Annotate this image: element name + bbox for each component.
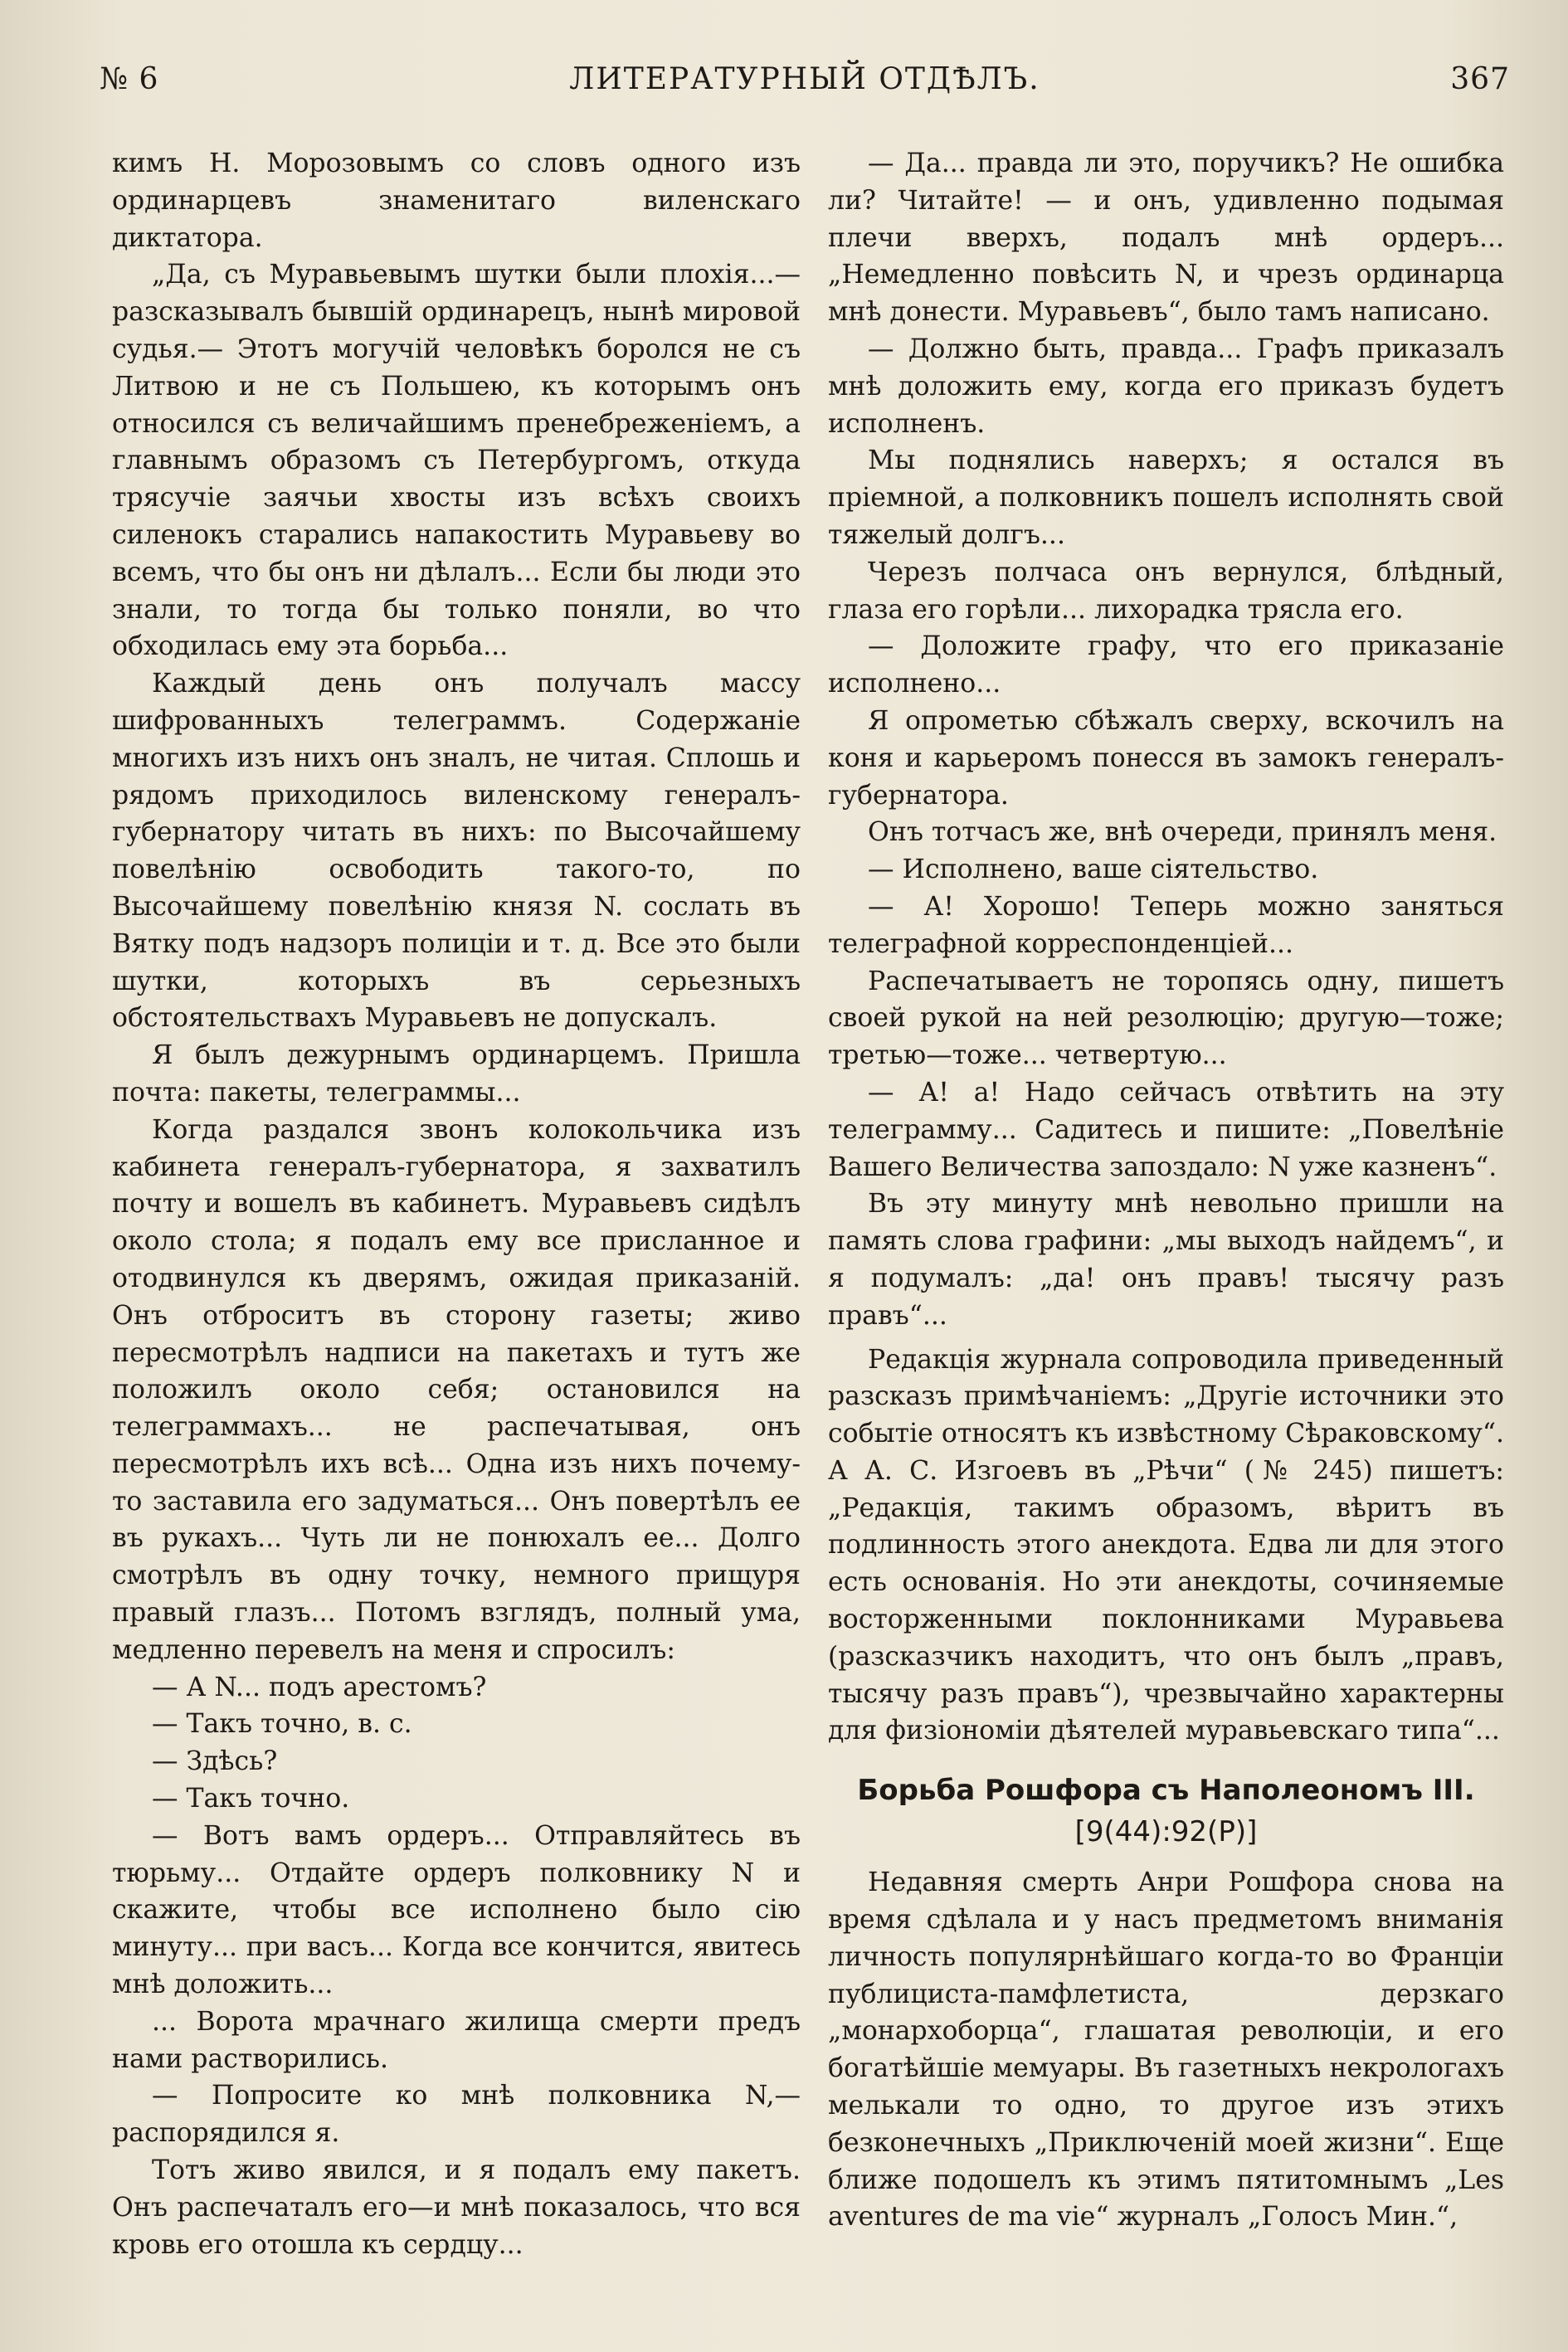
paragraph: — Попросите ко мнѣ полковника N,—распорядился я. — [112, 2081, 801, 2149]
section-title: ЛИТЕРАТУРНЫЙ ОТДѢЛЪ. — [569, 62, 1040, 96]
paragraph: Каждый день онъ получалъ массу шифрованныхъ телеграммъ. Содержаніе многихъ изъ нихъ онъ зналъ, не читая. Сплошь и рядомъ приходилось виленскому генералъ-губернатору читать въ нихъ: по Высочайшему повелѣнію освободить такого-то, по Высочайшему повелѣнію князя N. сослать въ Вятку подъ надзоръ полиціи и т. д. Все это были шутки, которыхъ въ серьезныхъ обстоятельствахъ Муравьевъ не допускалъ. — [112, 669, 801, 1034]
paragraph: Тотъ живо явился, и я подалъ ему пакетъ. Онъ распечаталъ его—и мнѣ показалось, что вся кровь его отошла къ сердцу... — [112, 2155, 801, 2260]
paragraph: — Здѣсь? — [152, 1746, 278, 1777]
paragraph: Мы поднялись наверхъ; я остался въ пріемной, а полковникъ пошелъ исполнять свой тяжелый долгъ... — [828, 446, 1504, 550]
paragraph: — Да... правда ли это, поручикъ? Не ошибка ли? Читайте! — и онъ, удивленно подымая плечи вверхъ, подалъ мнѣ ордеръ... „Немедленно повѣсить N, и чрезъ ординарца мнѣ донести. Муравьевъ“, было тамъ написано. — [828, 149, 1504, 328]
paragraph: ... Ворота мрачнаго жилища смерти предъ нами растворились. — [112, 2006, 801, 2074]
right-column-article-text — [828, 1864, 1504, 2236]
paragraph: Когда раздался звонъ колокольчика изъ кабинета генералъ-губернатора, я захватилъ почту и вошелъ въ кабинетъ. Муравьевъ сидѣлъ около стола; я подалъ ему все присланное и отодвинулся къ дверямъ, ожидая приказаній. Онъ отброситъ въ сторону газеты; живо пересмотрѣлъ надписи на пакетахъ и тутъ же положилъ около себя; остановился на телеграммахъ... не распечатывая, онъ пересмотрѣлъ ихъ всѣ... Одна изъ нихъ почему-то заставила его задуматься... Онъ повертѣлъ ее въ рукахъ... Чуть ли не понюхалъ ее... Долго смотрѣлъ въ одну точку, немного прищуря правый глазъ... Потомъ взглядъ, полный ума, медленно перевелъ на меня и спросилъ: — [112, 1114, 801, 1665]
paragraph: — Такъ точно. — [152, 1784, 350, 1814]
paragraph: Недавняя смерть Анри Рошфора снова на время сдѣлала и у насъ предметомъ вниманія личность популярнѣйшаго когда-то во Франціи публициста-памфлетиста, дерзкаго „монархоборца“, глашатая революціи, и его богатѣйшіе мемуары. Въ газетныхъ некрологахъ мелькали то одно, то другое изъ этихъ безконечныхъ „Приключеній моей жизни“. Еще ближе подошелъ къ этимъ пятитомнымъ „Les aventures de ma vie“ журналъ „Голосъ Мин.“, — [828, 1867, 1505, 2233]
paragraph: Въ эту минуту мнѣ невольно пришли на память слова графини: „мы выходъ найдемъ“, и я подумалъ: „да! онъ правъ! тысячу разъ правъ“... — [828, 1189, 1504, 1331]
paragraph: — Должно быть, правда... Графъ приказалъ мнѣ доложить ему, когда его приказъ будетъ исполненъ. — [828, 334, 1504, 439]
paragraph-spacer — [828, 1335, 1504, 1342]
paragraph: Черезъ полчаса онъ вернулся, блѣдный, глаза его горѣли... лихорадка трясла его. — [828, 557, 1504, 625]
paragraph: — А N... подъ арестомъ? — [152, 1672, 487, 1702]
paragraph: — Доложите графу, что его приказаніе исполнено... — [828, 631, 1504, 699]
paragraph: — Такъ точно, в. с. — [152, 1709, 412, 1740]
paragraph: — А! а! Надо сейчасъ отвѣтить на эту телеграмму... Садитесь и пишите: „Повелѣніе Вашего Величества запоздало: N уже казненъ“. — [828, 1077, 1504, 1182]
paragraph: Я опрометью сбѣжалъ сверху, вскочилъ на коня и карьеромъ понесся въ замокъ генералъ-губернатора. — [828, 705, 1504, 811]
paragraph: — Исполнено, ваше сіятельство. — [868, 855, 1319, 885]
paragraph: кимъ Н. Морозовымъ со словъ одного изъ ординарцевъ знаменитаго виленскаго диктатора. — [112, 149, 801, 253]
paragraph: Я былъ дежурнымъ ординарцемъ. Пришла почта: пакеты, телеграммы... — [112, 1040, 801, 1108]
paragraph: Онъ тотчасъ же, внѣ очереди, принялъ меня. — [868, 817, 1497, 848]
paragraph: „Да, съ Муравьевымъ шутки были плохія...— разсказывалъ бывшій ординарецъ, нынѣ мировой судья.— Этотъ могучій человѣкъ боролся не съ Литвою и не съ Польшею, къ которымъ онъ относился съ величайшимъ пренебреженіемъ, а главнымъ образомъ съ Петербургомъ, откуда трясучіе заячьи хвосты изъ всѣхъ своихъ силенокъ старались напакостить Муравьеву во всемъ, что бы онъ ни дѣлалъ... Если бы люди это знали, то тогда бы только поняли, во что обходилась ему эта борьба... — [112, 260, 801, 662]
page-number: 367 — [1450, 62, 1510, 96]
right-column-text — [828, 145, 1504, 1750]
right-column — [828, 145, 1504, 2236]
paragraph: Редакція журнала сопроводила приведенный разсказъ примѣчаніемъ: „Другіе источники это событіе относятъ къ извѣстному Сѣраковскому“. А А. С. Изгоевъ въ „Рѣчи“ (№ 245) пишетъ: „Редакція, такимъ образомъ, вѣритъ въ подлинность этого анекдота. Едва ли для этого есть основанія. Но эти анекдоты, сочиняемые восторженными поклонниками Муравьева (разсказчикъ находитъ, что онъ былъ „правъ, тысячу разъ правъ“), чрезвычайно характерны для физіономіи дѣятелей муравьевскаго типа“... — [828, 1344, 1504, 1746]
paragraph: — А! Хорошо! Теперь можно заняться телеграфной корреспонденціей... — [828, 891, 1504, 959]
paragraph: Распечатываетъ не торопясь одну, пишетъ своей рукой на ней резолюцію; другую—тоже; третью—тоже... четвертую... — [828, 966, 1504, 1071]
page-header — [100, 62, 1510, 112]
article-classification-code: [9(44):92(Р)] — [1074, 1815, 1258, 1849]
article-heading: Борьба Рошфора съ Наполеономъ III. — [857, 1774, 1475, 1808]
left-column — [112, 145, 801, 2263]
issue-number: № 6 — [100, 62, 159, 96]
paragraph: — Вотъ вамъ ордеръ... Отправляйтесь въ тюрьму... Отдайте ордеръ полковнику N и скажите, чтобы все исполнено было сію минуту... при васъ... Когда все кончится, явитесь мнѣ доложить... — [112, 1820, 801, 2000]
